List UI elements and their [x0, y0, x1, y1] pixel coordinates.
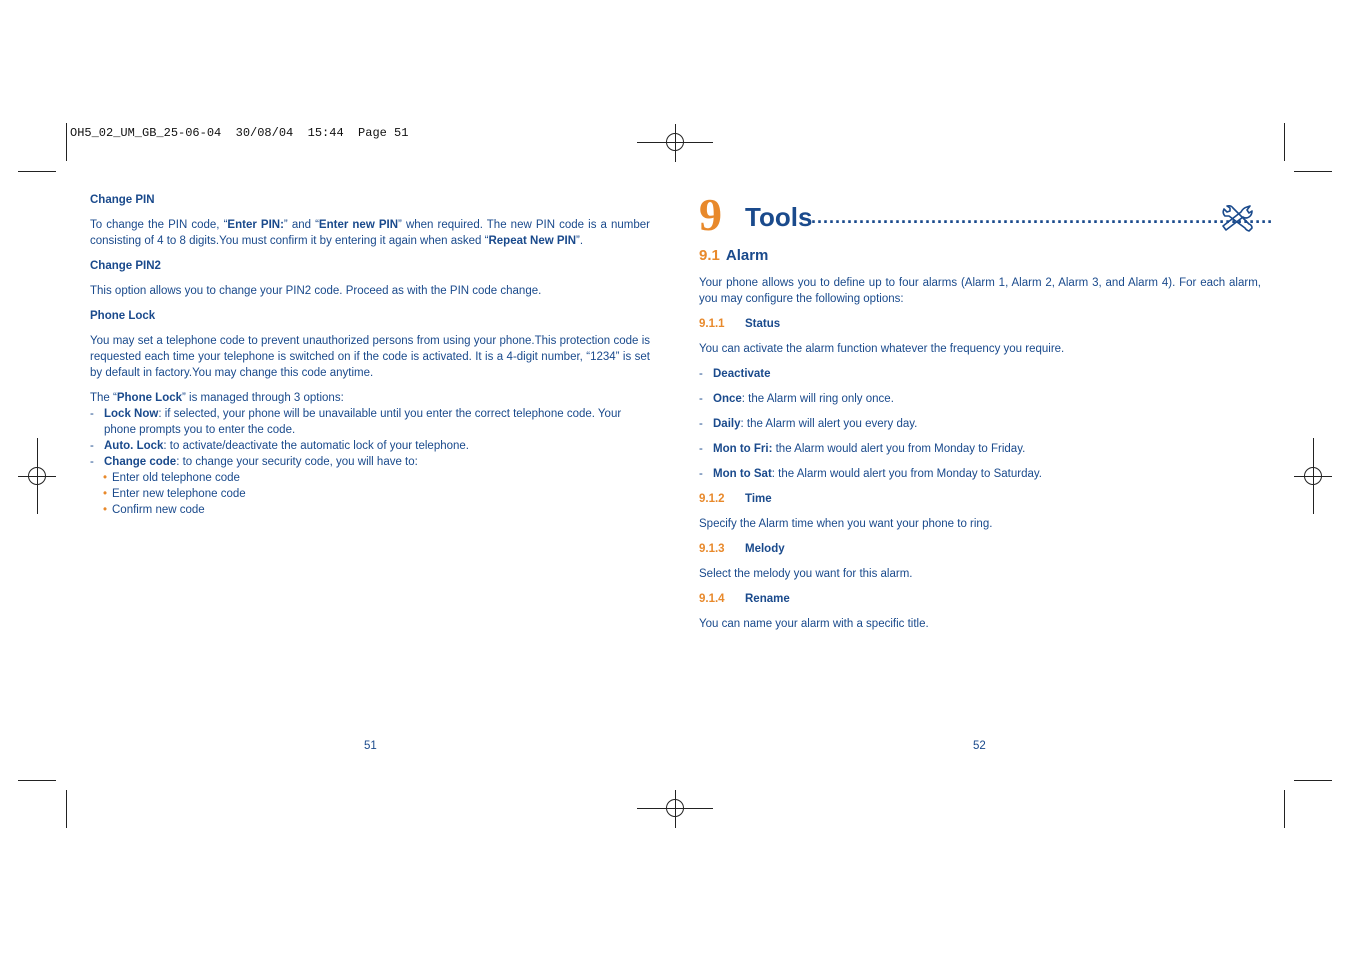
crop-mark: [1284, 790, 1285, 828]
sub-option-text: Enter new telephone code: [112, 488, 246, 500]
dash-bullet: -: [699, 418, 703, 430]
list-item: [699, 441, 1261, 457]
text-run: ” and “: [283, 219, 319, 231]
phone-lock-managed: [90, 390, 650, 406]
sub-list-item: [90, 502, 650, 518]
option-label: Lock Now: [104, 408, 159, 420]
registration-circle: [28, 467, 46, 485]
subsection-title: Status: [745, 318, 781, 330]
list-item: [90, 438, 650, 454]
subsection-number: 9.1.4: [699, 593, 725, 605]
option-label: Mon to Sat: [713, 468, 772, 480]
change-pin2-heading: Change PIN2: [90, 260, 161, 272]
bullet-icon: •: [103, 488, 108, 500]
dash-bullet: -: [699, 468, 703, 480]
registration-circle: [1304, 467, 1322, 485]
left-page-content: [90, 192, 650, 518]
option-text: : if selected, your phone will be unavailable until you enter the correct telephone code. Your phone prompts you to enter the code.: [104, 408, 622, 436]
text-run: The “: [90, 392, 117, 404]
text-run: ” is managed through 3 options:: [182, 392, 344, 404]
sub-option-text: Enter old telephone code: [112, 472, 240, 484]
option-text: : to change your security code, you will have to:: [176, 456, 418, 468]
sub-option-text: Confirm new code: [112, 504, 205, 516]
list-item: [699, 416, 1261, 432]
registration-circle: [666, 133, 684, 151]
crop-mark: [1284, 123, 1285, 161]
text-run: To change the PIN code, “: [90, 219, 228, 231]
rename-text: You can name your alarm with a specific title.: [699, 618, 929, 630]
change-pin2-text: This option allows you to change your PIN2 code. Proceed as with the PIN code change.: [90, 285, 542, 297]
status-text: You can activate the alarm function whatever the frequency you require.: [699, 343, 1065, 355]
subsection-status: [699, 316, 1261, 332]
melody-text: Select the melody you want for this alarm.: [699, 568, 913, 580]
chapter-header: [699, 189, 1274, 242]
registration-circle: [666, 799, 684, 817]
time-text: Specify the Alarm time when you want your phone to ring.: [699, 518, 993, 530]
text-bold: Enter PIN:: [227, 219, 284, 231]
bullet-icon: •: [103, 472, 108, 484]
dash-bullet: -: [90, 456, 94, 468]
bullet-icon: •: [103, 504, 108, 516]
crop-mark: [66, 790, 67, 828]
subsection-number: 9.1.3: [699, 543, 725, 555]
right-page-content: [699, 189, 1274, 641]
dash-bullet: -: [699, 443, 703, 455]
dash-bullet: -: [699, 393, 703, 405]
chapter-leader-dots: .............................................................................: [811, 207, 1274, 227]
crop-mark: [66, 123, 67, 161]
option-text: : to activate/deactivate the automatic lock of your telephone.: [163, 440, 469, 452]
sub-list-item: [90, 470, 650, 486]
subsection-title: Rename: [745, 593, 790, 605]
crop-mark: [18, 780, 56, 781]
list-item: [90, 454, 650, 470]
page-number-right: 52: [973, 740, 986, 752]
alarm-intro: Your phone allows you to define up to four alarms (Alarm 1, Alarm 2, Alarm 3, and Alarm 4). For each alarm, you may configure the following options:: [699, 277, 1261, 305]
change-pin-heading: Change PIN: [90, 194, 155, 206]
crop-mark: [1294, 171, 1332, 172]
subsection-number: 9.1.1: [699, 318, 725, 330]
option-label: Mon to Fri:: [713, 443, 773, 455]
option-label: Change code: [104, 456, 177, 468]
subsection-time: [699, 491, 1261, 507]
phone-lock-heading: Phone Lock: [90, 310, 156, 322]
section-number: 9.1: [699, 247, 720, 264]
option-label: Deactivate: [713, 368, 771, 380]
sub-list-item: [90, 486, 650, 502]
text-bold: Repeat New PIN: [488, 235, 577, 247]
list-item: [90, 406, 650, 438]
section-title: [699, 248, 1261, 264]
subsection-title: Melody: [745, 543, 785, 555]
printer-slug: OH5_02_UM_GB_25-06-04 30/08/04 15:44 Page 51: [70, 126, 409, 140]
change-pin-text: [90, 217, 650, 249]
dash-bullet: -: [90, 408, 94, 420]
chapter-number: 9: [699, 189, 722, 240]
option-text: : the Alarm would alert you from Monday to Saturday.: [771, 468, 1042, 480]
list-item: [699, 366, 1261, 382]
option-label: Auto. Lock: [104, 440, 164, 452]
option-text: : the Alarm will ring only once.: [741, 393, 894, 405]
subsection-number: 9.1.2: [699, 493, 725, 505]
section-title-text: Alarm: [725, 247, 769, 264]
option-text: : the Alarm will alert you every day.: [740, 418, 918, 430]
dash-bullet: -: [699, 368, 703, 380]
option-label: Daily: [713, 418, 741, 430]
list-item: [699, 391, 1261, 407]
subsection-title: Time: [745, 493, 772, 505]
wrench-icon: [1219, 202, 1255, 239]
chapter-title: Tools: [745, 202, 813, 232]
crop-mark: [18, 171, 56, 172]
text-bold: Phone Lock: [116, 392, 183, 404]
text-run: ”.: [576, 235, 584, 247]
page-number-left: 51: [364, 740, 377, 752]
phone-lock-text: You may set a telephone code to prevent unauthorized persons from using your phone.This protection code is requested each time your telephone is switched on if the code is activated. It is a 4-digit number, “1234” is set by default in factory.You may change this code anytime.: [90, 335, 650, 379]
crop-mark: [1294, 780, 1332, 781]
subsection-melody: [699, 541, 1261, 557]
list-item: [699, 466, 1261, 482]
text-run: ” when required. The new PIN code is a number consisting of 4 to 8 digits.You must confirm it by entering it again when asked “: [90, 219, 650, 247]
text-bold: Enter new PIN: [318, 219, 399, 231]
subsection-rename: [699, 591, 1261, 607]
dash-bullet: -: [90, 440, 94, 452]
option-text: the Alarm would alert you from Monday to Friday.: [772, 443, 1026, 455]
option-label: Once: [713, 393, 742, 405]
